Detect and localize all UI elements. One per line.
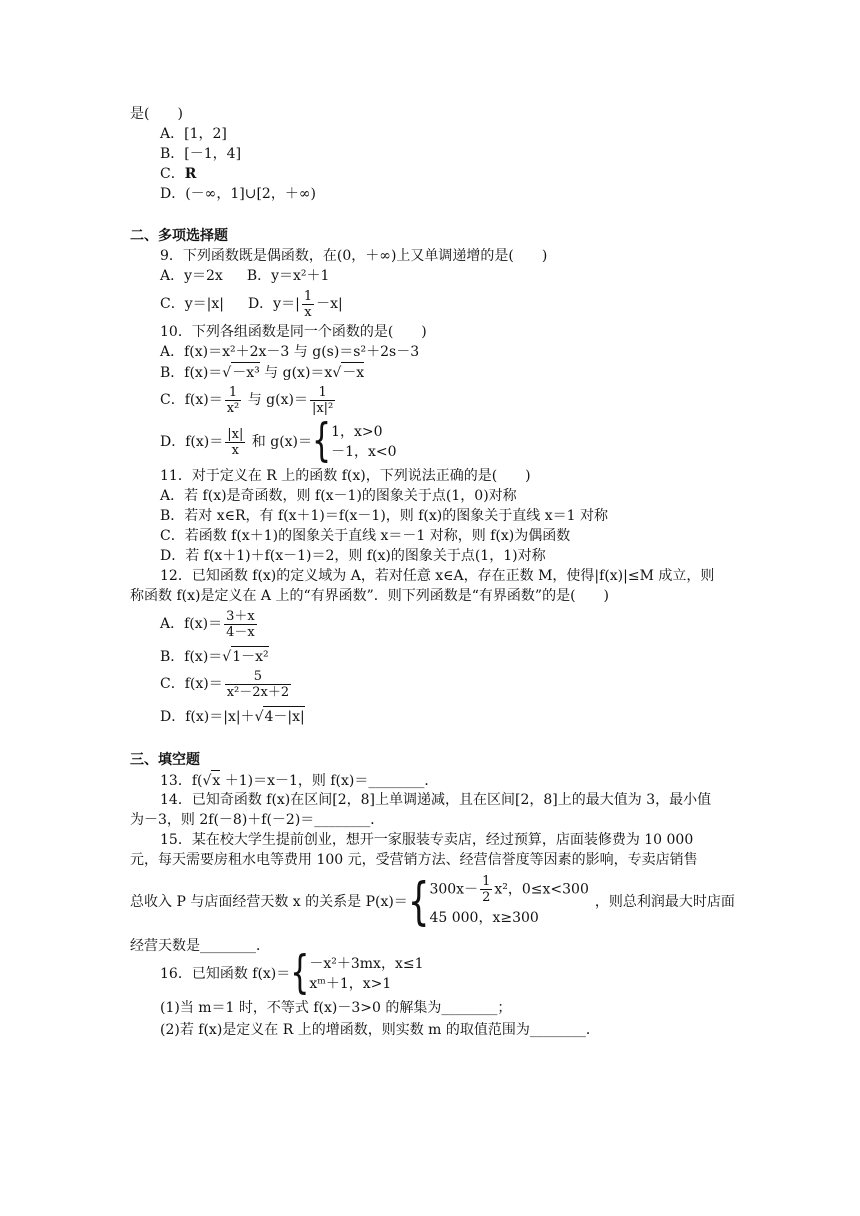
q16-part1: (1)当 m＝1 时，不等式 f(x)－3>0 的解集为________； [160, 1000, 512, 1016]
q16-stem: 16．已知函数 f(x)＝{ －x²＋3mx，x≤1 xᵐ＋1，x>1 [160, 947, 424, 1000]
q12-option-b: B．f(x)＝√1－x² [160, 646, 269, 667]
q10-option-d: D．f(x)＝ $\frac{|x|}{x}$ 和 g(x)＝{ 1，x>0 －1，x<0 [160, 415, 397, 468]
q12-option-d: D．f(x)＝|x|＋√4－|x| [160, 706, 305, 727]
q10-option-c: C．f(x)＝ $\frac{1}{\text{x²}}$ 与 g(x)＝ $\frac{1}{\text{|x|²}}$ [160, 384, 334, 416]
q12-option-a: A．f(x)＝ $\frac{3+x}{4-x}$ [160, 608, 255, 640]
q12-line1: 12．已知函数 f(x)的定义域为 A，若对任意 x∈A，存在正数 M，使得|f(x)|≤M 成立，则 [160, 568, 715, 584]
q12-line2: 称函数 f(x)是定义在 A 上的“有界函数”．则下列函数是“有界函数”的是( ) [130, 588, 610, 604]
q9-options-ab: A．y＝2x B．y＝x²＋1 [160, 268, 330, 284]
q11-option-c: C．若函数 f(x＋1)的图象关于直线 x＝－1 对称，则 f(x)为偶函数 [160, 528, 571, 544]
q8-option-b: B．[－1，4] [160, 146, 242, 162]
q10-stem: 10．下列各组函数是同一个函数的是( ) [160, 324, 427, 340]
q14-line1: 14．已知奇函数 f(x)在区间[2，8]上单调递减，且在区间[2，8]上的最大值为 3，最小值 [160, 792, 712, 808]
q14-line2: 为－3，则 2f(－8)＋f(－2)＝________． [130, 812, 385, 828]
section-multi-choice-heading: 二、多项选择题 [130, 228, 228, 244]
q16-part2: (2)若 f(x)是定义在 R 上的增函数，则实数 m 的取值范围为________． [160, 1022, 600, 1038]
q8-option-a: A．[1，2] [160, 126, 227, 142]
q15-line2: 元，每天需要房租水电等费用 100 元，受营销方法、经营信誉度等因素的影响，专卖店销售 [130, 852, 698, 868]
q9-options-cd: C．y＝|x| D．y＝| $\frac{1}{x}$ －x| [160, 288, 343, 320]
q11-stem: 11．对于定义在 R 上的函数 f(x)，下列说法正确的是( ) [160, 468, 531, 484]
q8-option-c: C．R [160, 166, 197, 182]
q11-option-b: B．若对 x∈R，有 f(x＋1)＝f(x－1)，则 f(x)的图象关于直线 x＝1 对称 [160, 508, 608, 524]
q12-option-c: C．f(x)＝ $\frac{5}{\text{x²－2x＋2}}$ [160, 668, 290, 700]
q9-stem: 9．下列函数既是偶函数，在(0，＋∞)上又单调递增的是( ) [160, 248, 548, 264]
q11-option-d: D．若 f(x＋1)＋f(x－1)＝2，则 f(x)的图象关于点(1，1)对称 [160, 548, 546, 564]
q10-option-a: A．f(x)＝x²＋2x－3 与 g(s)＝s²＋2s－3 [160, 344, 420, 360]
section-fill-blank-heading: 三、填空题 [130, 752, 200, 768]
q8-tail: 是( ) [130, 106, 183, 122]
q15-line1: 15．某在校大学生提前创业，想开一家服装专卖店，经过预算，店面装修费为 10 000 [160, 832, 694, 848]
q15-line4: 经营天数是________． [130, 938, 270, 954]
q8-option-d: D．(－∞，1]∪[2，＋∞) [160, 186, 316, 202]
q15-line3: 总收入 P 与店面经营天数 x 的关系是 P(x)＝{ 300x－ $\frac{1}{2}$ x²，0≤x<300 45 000，x≥300 ，则总利润最大时店面 [130, 872, 735, 932]
q11-option-a: A．若 f(x)是奇函数，则 f(x－1)的图象关于点(1，0)对称 [160, 488, 517, 504]
q10-option-b: B．f(x)＝√－x³ 与 g(x)＝x√－x [160, 362, 364, 383]
q13: 13．f(√x ＋1)＝x－1，则 f(x)＝________． [160, 770, 438, 791]
